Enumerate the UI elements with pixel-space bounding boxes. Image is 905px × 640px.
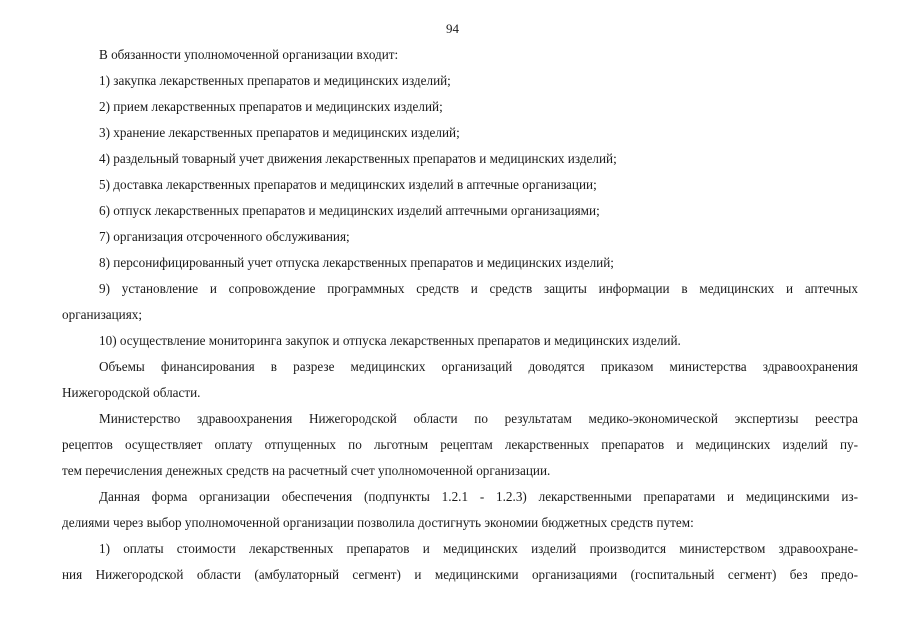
duty-item-1: 1) закупка лекарственных препаратов и медицинских изделий;	[99, 73, 451, 88]
duty-item-7: 7) организация отсроченного обслуживания;	[99, 229, 350, 244]
duties-intro: В обязанности уполномоченной организации входит:	[99, 47, 399, 62]
duty-item-5: 5) доставка лекарственных препаратов и медицинских изделий в аптечные организации;	[99, 177, 597, 192]
financing-paragraph-line-2: Нижегородской области.	[62, 385, 201, 400]
savings-paragraph-line-1: Данная форма организации обеспечения (подпункты 1.2.1 - 1.2.3) лекарственными препаратами и медицинскими из-	[99, 489, 858, 504]
ministry-paragraph-line-1: Министерство здравоохранения Нижегородской области по результатам медико-экономической экспертизы реестра	[99, 411, 858, 426]
duty-item-8: 8) персонифицированный учет отпуска лекарственных препаратов и медицинских изделий;	[99, 255, 614, 270]
duty-item-4: 4) раздельный товарный учет движения лекарственных препаратов и медицинских изделий;	[99, 151, 617, 166]
duty-item-2: 2) прием лекарственных препаратов и медицинских изделий;	[99, 99, 443, 114]
duty-item-9-line-2: организациях;	[62, 307, 143, 322]
duty-item-9-line-1: 9) установление и сопровождение программных средств и средств защиты информации в медицинских и аптечных	[99, 281, 858, 296]
duty-item-6: 6) отпуск лекарственных препаратов и медицинских изделий аптечными организациями;	[99, 203, 600, 218]
payment-paragraph-line-2: ния Нижегородской области (амбулаторный сегмент) и медицинскими организациями (госпитальный сегмент) без предо-	[62, 567, 858, 582]
duty-item-3: 3) хранение лекарственных препаратов и медицинских изделий;	[99, 125, 460, 140]
document-body	[62, 42, 858, 588]
payment-paragraph-line-1: 1) оплаты стоимости лекарственных препаратов и медицинских изделий производится министерством здравоохране-	[99, 541, 858, 556]
savings-paragraph-line-2: делиями через выбор уполномоченной организации позволила достигнуть экономии бюджетных средств путем:	[62, 515, 694, 530]
page-number: 94	[446, 21, 459, 36]
duty-item-10: 10) осуществление мониторинга закупок и отпуска лекарственных препаратов и медицинских изделий.	[99, 333, 681, 348]
ministry-paragraph-line-3: тем перечисления денежных средств на расчетный счет уполномоченной организации.	[62, 463, 551, 478]
ministry-paragraph-line-2: рецептов осуществляет оплату отпущенных по льготным рецептам лекарственных препаратов и медицинских изделий пу-	[62, 437, 858, 452]
financing-paragraph-line-1: Объемы финансирования в разрезе медицинских организаций доводятся приказом министерства здравоохранения	[99, 359, 858, 374]
